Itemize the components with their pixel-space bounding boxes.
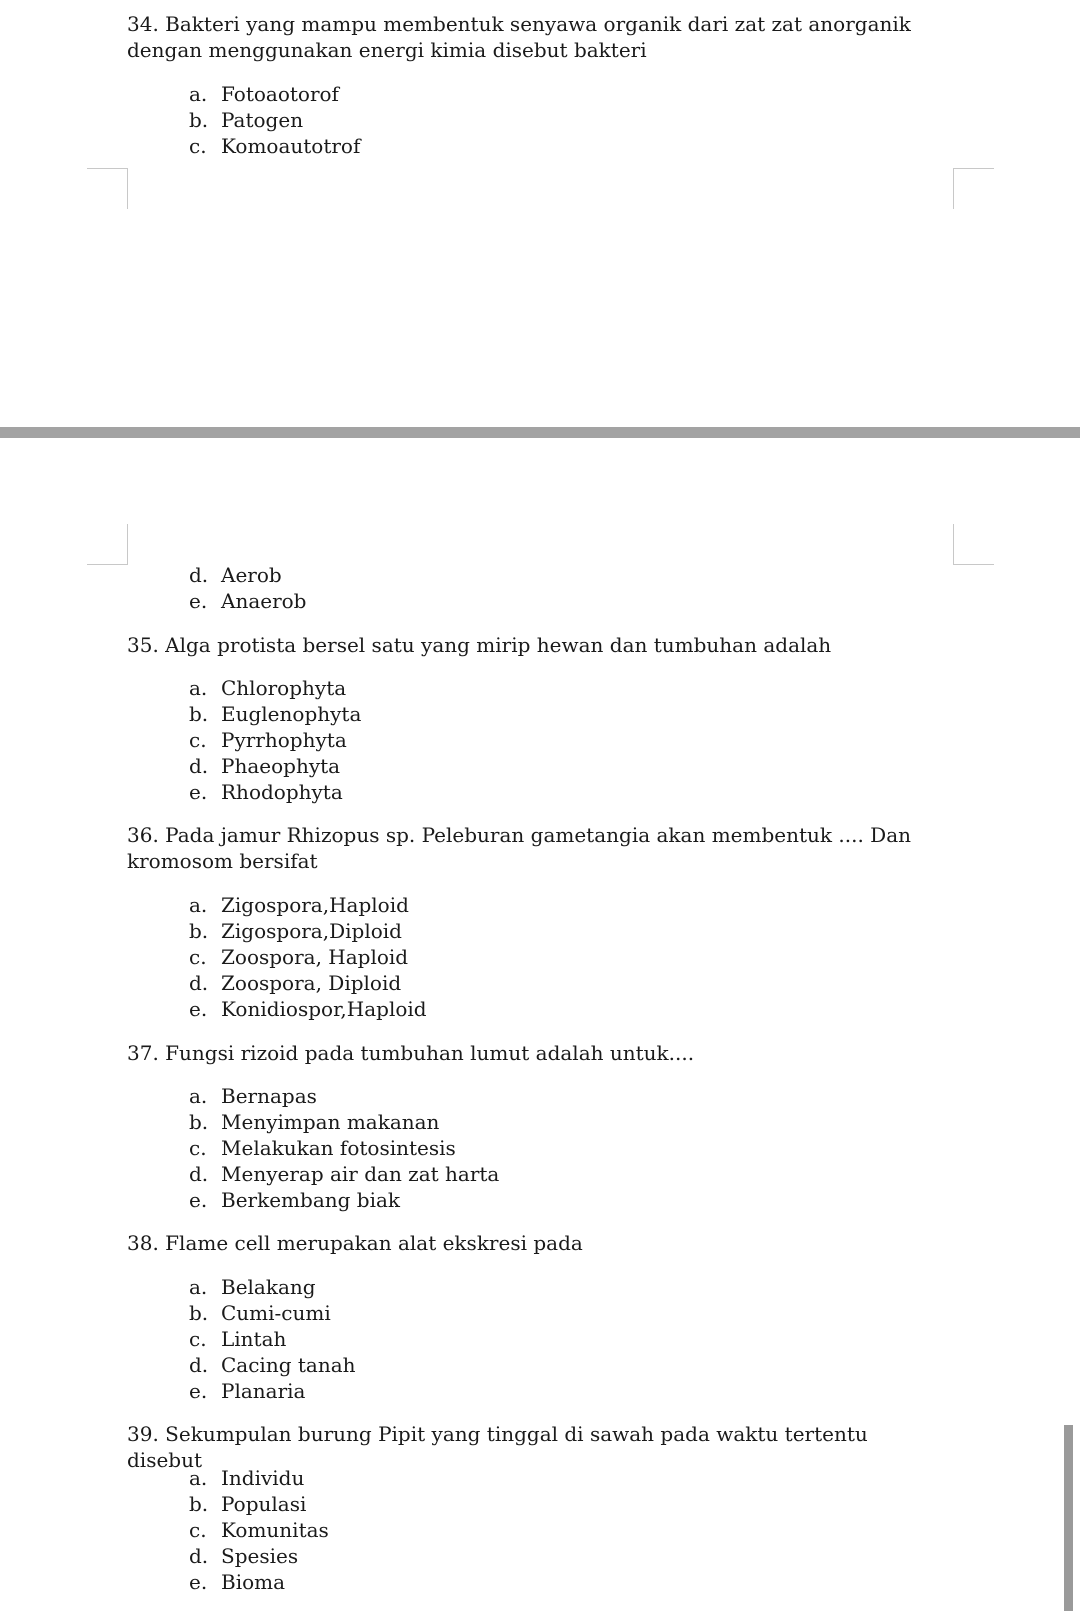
option-39d: d. Spesies (189, 1544, 299, 1568)
option-35c: c. Pyrrhophyta (189, 728, 347, 752)
option-38d: d. Cacing tanah (189, 1353, 356, 1377)
option-35b: b. Euglenophyta (189, 702, 362, 726)
option-34b: b. Patogen (189, 108, 304, 132)
option-38a: a. Belakang (189, 1275, 316, 1299)
page-break-divider (0, 427, 1080, 438)
question-34-options-part1 (189, 81, 360, 159)
option-37d: d. Menyerap air dan zat harta (189, 1162, 500, 1186)
option-39a: a. Individu (189, 1466, 305, 1490)
option-34d: d. Aerob (189, 563, 282, 587)
option-38e: e. Planaria (189, 1379, 306, 1403)
option-37e: e. Berkembang biak (189, 1188, 401, 1212)
page-corner-mark (953, 524, 994, 565)
question-35-options (189, 675, 361, 805)
question-34-text: 34. Bakteri yang mampu membentuk senyawa organik dari zat zat anorganik dengan menggunakan energi kimia disebut bakteri (127, 12, 911, 62)
option-36a: a. Zigospora,Haploid (189, 893, 409, 917)
option-36d: d. Zoospora, Diploid (189, 971, 402, 995)
option-39e: e. Bioma (189, 1570, 286, 1594)
option-39c: c. Komunitas (189, 1518, 329, 1542)
option-35d: d. Phaeophyta (189, 754, 341, 778)
option-35e: e. Rhodophyta (189, 780, 343, 804)
option-39b: b. Populasi (189, 1492, 307, 1516)
option-34c: c. Komoautotrof (189, 134, 361, 158)
option-36e: e. Konidiospor,Haploid (189, 997, 427, 1021)
question-37-text: 37. Fungsi rizoid pada tumbuhan lumut adalah untuk.... (127, 1041, 695, 1065)
question-38-text: 38. Flame cell merupakan alat ekskresi pada (127, 1231, 583, 1255)
page-corner-mark (953, 168, 994, 209)
question-35-text: 35. Alga protista bersel satu yang mirip hewan dan tumbuhan adalah (127, 633, 832, 657)
option-37a: a. Bernapas (189, 1084, 317, 1108)
question-34-options-part2 (189, 562, 307, 614)
option-38b: b. Cumi-cumi (189, 1301, 331, 1325)
question-39-text: 39. Sekumpulan burung Pipit yang tinggal di sawah pada waktu tertentu disebut (127, 1422, 868, 1472)
option-38c: c. Lintah (189, 1327, 287, 1351)
option-34a: a. Fotoaotorof (189, 82, 339, 106)
option-36c: c. Zoospora, Haploid (189, 945, 409, 969)
question-38-options (189, 1274, 356, 1404)
page-corner-mark (87, 168, 128, 209)
question-39-options (189, 1465, 329, 1595)
option-37b: b. Menyimpan makanan (189, 1110, 440, 1134)
option-37c: c. Melakukan fotosintesis (189, 1136, 456, 1160)
question-36-text: 36. Pada jamur Rhizopus sp. Peleburan gametangia akan membentuk .... Dan kromosom bersifat (127, 823, 912, 873)
scrollbar-thumb[interactable] (1064, 1425, 1073, 1611)
option-35a: a. Chlorophyta (189, 676, 347, 700)
question-36-options (189, 892, 427, 1022)
option-36b: b. Zigospora,Diploid (189, 919, 402, 943)
question-37-options (189, 1083, 499, 1213)
option-34e: e. Anaerob (189, 589, 307, 613)
page-corner-mark (87, 524, 128, 565)
